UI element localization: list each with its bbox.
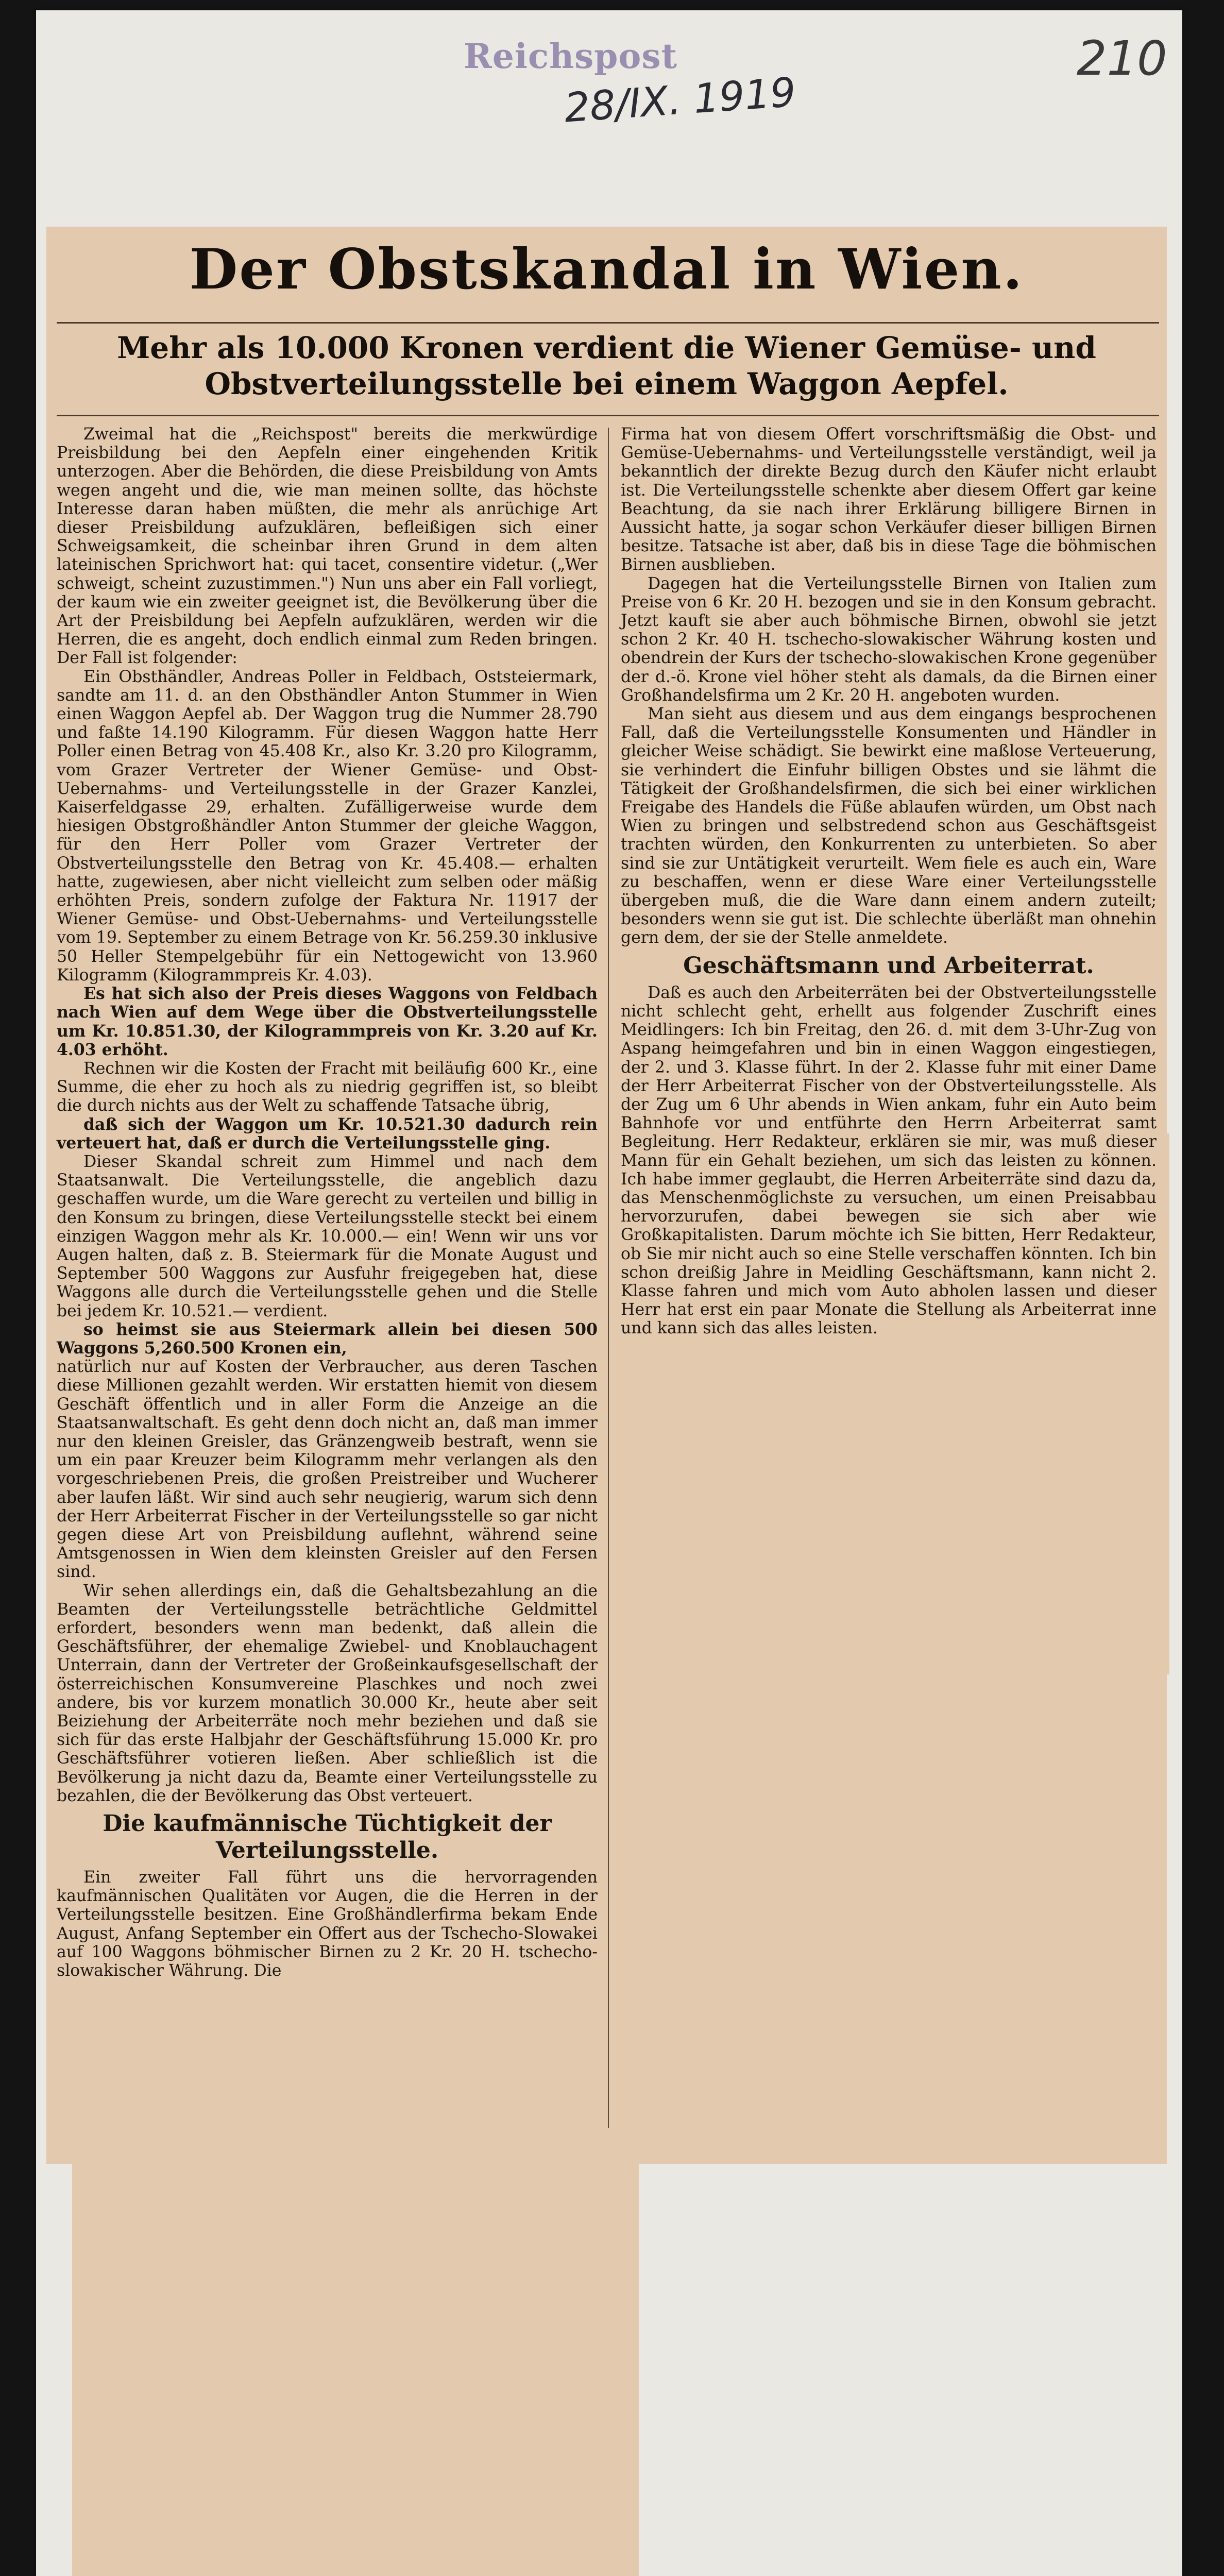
- headline-rule: [57, 322, 1159, 324]
- paragraph: Dieser Skandal schreit zum Himmel und nach dem Staatsanwalt. Die Verteilungsstelle, die angeblich dazu geschaffen wurde, um die Ware gerecht zu verteilen und billig in den Konsum zu bringen, diese Verteilungsstelle steckt bei einem einzigen Waggon mehr als Kr. 10.000.— ein! Wenn wir uns vor Augen halten, daß z. B. Steiermark für die Monate August und September 500 Waggons zur Ausfuhr freigegeben hat, diese Waggons alle durch die Verteilungsstelle gehen und die Stelle bei jedem Kr. 10.521.— verdient.: [57, 1152, 598, 1320]
- subheadline-rule: [57, 415, 1159, 416]
- paragraph: Ein Obsthändler, Andreas Poller in Feldbach, Oststeiermark, sandte am 11. d. an den Obsthändler Anton Stummer in Wien einen Waggon Aepfel ab. Der Waggon trug die Nummer 28.790 und faßte 14.190 Kilogramm. Für diesen Waggon hatte Herr Poller einen Betrag von 45.408 Kr., also Kr. 3.20 pro Kilogramm, vom Grazer Vertreter der Wiener Gemüse- und Obst-Uebernahms- und Verteilungsstelle in der Grazer Kanzlei, Kaiserfeldgasse 29, erhalten. Zufälligerweise wurde dem hiesigen Obstgroßhändler Anton Stummer der gleiche Waggon, für den Herr Poller vom Grazer Vertreter der Obstverteilungsstelle den Betrag von Kr. 45.408.— erhalten hatte, zugewiesen, aber nicht vielleicht zum selben oder mäßig erhöhten Preis, sondern zufolge der Faktura Nr. 11917 der Wiener Gemüse- und Obst-Uebernahms- und Verteilungsstelle vom 19. September zu einem Betrage von Kr. 56.259.30 inklusive 50 Heller Stempelgebühr für ein Nettogewicht von 13.960 Kilogramm (Kilogrammpreis Kr. 4.03).: [57, 667, 598, 985]
- paragraph-emphasis: so heimst sie aus Steiermark allein bei diesen 500 Waggons 5,260.500 Kronen ein,: [57, 1319, 598, 1358]
- paragraph: Zweimal hat die „Reichspost" bereits die merkwürdige Preisbildung bei den Aepfeln einer eingehenden Kritik unterzogen. Aber die Behörden, die diese Preisbildung von Amts wegen angeht und die, wie man meinen sollte, das höchste Interesse daran haben müßten, die mehr als anrüchige Art dieser Preisbildung aufzuklären, befleißigen sich einer Schweigsamkeit, die scheinbar ihren Grund in dem alten lateinischen Sprichwort hat: qui tacet, consentire videtur. („Wer schweigt, scheint zuzustimmen.") Nun uns aber ein Fall vorliegt, der kaum wie ein zweiter geeignet ist, die Bevölkerung über die Art der Preisbildung bei Aepfeln aufzuklären, werden wir die Herren, die es angeht, doch endlich einmal zum Reden bringen. Der Fall ist folgender:: [57, 425, 598, 668]
- right-column: [621, 425, 1157, 1338]
- handwritten-page-number: 210: [1077, 31, 1167, 86]
- paragraph-emphasis: daß sich der Waggon um Kr. 10.521.30 dadurch rein verteuert hat, daß er durch die Verteilungsstelle ging.: [57, 1114, 598, 1153]
- handwritten-date: 28/IX. 1919: [563, 69, 797, 132]
- section-heading: Geschäftsmann und Arbeiterrat.: [683, 952, 1094, 979]
- section-heading: Die kaufmännische Tüchtigkeit der Verteilungsstelle.: [103, 1810, 552, 1864]
- paragraph: Wir sehen allerdings ein, daß die Gehaltsbezahlung an die Beamten der Verteilungsstelle beträchtliche Geldmittel erfordert, besonders wenn man bedenkt, daß allein die Geschäftsführer, der ehemalige Zwiebel- und Knoblauchagent Unterrain, dann der Vertreter der Großeinkaufsgesellschaft der österreichischen Konsumvereine Plaschkes und noch zwei andere, bis vor kurzem monatlich 30.000 Kr., heute aber seit Beiziehung der Arbeiterräte noch mehr beziehen und daß sie sich für das erste Halbjahr der Geschäftsführung 15.000 Kr. pro Geschäftsführer votieren ließen. Aber schließlich ist die Bevölkerung ja nicht dazu da, Beamte einer Verteilungsstelle zu bezahlen, die der Bevölkerung das Obst verteuert.: [57, 1581, 598, 1805]
- newspaper-stamp: Reichspost: [464, 36, 678, 76]
- paragraph: Daß es auch den Arbeiterräten bei der Obstverteilungsstelle nicht schlecht geht, erhellt aus folgender Zuschrift eines Meidlingers: Ich bin Freitag, den 26. d. mit dem 3-Uhr-Zug von Aspang heimgefahren und bin in einen Waggon eingestiegen, der 2. und 3. Klasse führt. In der 2. Klasse fuhr mit einer Dame der Herr Arbeiterrat Fischer von der Obstverteilungsstelle. Als der Zug um 6 Uhr abends in Wien ankam, fuhr ein Auto beim Bahnhofe vor und entführte den Herrn Arbeiterrat samt Begleitung. Herr Redakteur, erklären sie mir, was muß dieser Mann für ein Gehalt beziehen, um sich das leisten zu können. Ich habe immer geglaubt, die Herren Arbeiterräte sind dazu da, das Menschenmöglichste zu versuchen, um einen Preisabbau hervorzurufen, dabei bewegen sie sich aber wie Großkapitalisten. Darum möchte ich Sie bitten, Herr Redakteur, ob Sie mir nicht auch so eine Stelle verschaffen könnten. Ich bin schon dreißig Jahre in Meidling Geschäftsmann, kann nicht 2. Klasse fahren und mich vom Auto abholen lassen und dieser Herr hat erst ein paar Monate die Stellung als Arbeiterrat inne und kann sich das alles leisten.: [621, 983, 1157, 1338]
- article-subheadline: Mehr als 10.000 Kronen verdient die Wiener Gemüse- und Obstverteilungsstelle bei einem Waggon Aepfel.: [117, 330, 1096, 401]
- paragraph: Dagegen hat die Verteilungsstelle Birnen von Italien zum Preise von 6 Kr. 20 H. bezogen und sie in den Konsum gebracht. Jetzt kauft sie aber auch böhmische Birnen, obwohl sie jetzt schon 2 Kr. 40 H. tschecho-slowakischer Währung kosten und obendrein der Kurs der tschecho-slowakischen Krone gegenüber der d.-ö. Krone viel höher steht als damals, da die Birnen einer Großhandelsfirma um 2 Kr. 20 H. angeboten wurden.: [621, 574, 1157, 705]
- paragraph: Rechnen wir die Kosten der Fracht mit beiläufig 600 Kr., eine Summe, die eher zu hoch als zu niedrig gegriffen ist, so bleibt die durch nichts aus der Welt zu schaffende Tatsache übrig,: [57, 1059, 598, 1115]
- paragraph: Firma hat von diesem Offert vorschriftsmäßig die Obst- und Gemüse-Uebernahms- und Verteilungsstelle verständigt, weil ja bekanntlich der direkte Bezug durch den Käufer nicht erlaubt ist. Die Verteilungsstelle schenkte aber diesem Offert gar keine Beachtung, da sie nach ihrer Erklärung billigere Birnen in Aussicht hatte, ja sogar schon Verkäufer dieser billigen Birnen besitze. Tatsache ist aber, daß bis in diese Tage die böhmischen Birnen ausblieben.: [621, 425, 1157, 574]
- column-divider: [608, 428, 609, 2128]
- paragraph-emphasis: Es hat sich also der Preis dieses Waggons von Feldbach nach Wien auf dem Wege über die Obstverteilungsstelle um Kr. 10.851.30, der Kilogrammpreis von Kr. 3.20 auf Kr. 4.03 erhöht.: [57, 984, 598, 1059]
- paragraph: Man sieht aus diesem und aus dem eingangs besprochenen Fall, daß die Verteilungsstelle Konsumenten und Händler in gleicher Weise schädigt. Sie bewirkt eine maßlose Verteuerung, sie verhindert die Einfuhr billigen Obstes und sie lähmt die Tätigkeit der Großhandelsfirmen, die sich bei einer wirklichen Freigabe des Handels die Füße ablaufen würden, um Obst nach Wien zu bringen und selbstredend schon aus Geschäftsgeist trachten würden, den Konkurrenten zu unterbieten. So aber sind sie zur Untätigkeit verurteilt. Wem fiele es auch ein, Ware zu beschaffen, wenn er diese Ware einer Verteilungsstelle übergeben muß, die die Ware dann einem andern zuteilt; besonders wenn sie gut ist. Die schlechte überläßt man ohnehin gern dem, der sie der Stelle anmeldete.: [621, 705, 1157, 947]
- paragraph: Ein zweiter Fall führt uns die hervorragenden kaufmännischen Qualitäten vor Augen, die die Herren in der Verteilungsstelle besitzen. Eine Großhändlerfirma bekam Ende August, Anfang September ein Offert aus der Tschecho-Slowakei auf 100 Waggons böhmischer Birnen zu 2 Kr. 20 H. tschecho-slowakischer Währung. Die: [57, 1868, 598, 1980]
- article-headline: Der Obstskandal in Wien.: [189, 237, 1024, 302]
- paragraph: natürlich nur auf Kosten der Verbraucher, aus deren Taschen diese Millionen gezahlt werden. Wir erstatten hiemit von diesem Geschäft öffentlich und in aller Form die Anzeige an die Staatsanwaltschaft. Es geht denn doch nicht an, daß man immer nur den kleinen Greisler, das Gränzengweib bestraft, wenn sie um ein paar Kreuzer beim Kilogramm mehr verlangen als den vorgeschriebenen Preis, die großen Preistreiber und Wucherer aber laufen läßt. Wir sind auch sehr neugierig, warum sich denn der Herr Arbeiterrat Fischer in der Verteilungsstelle so gar nicht gegen diese Art von Preisbildung auflehnt, während seine Amtsgenossen in Wien dem kleinsten Greisler auf den Fersen sind.: [57, 1358, 598, 1582]
- left-column: [57, 425, 598, 1980]
